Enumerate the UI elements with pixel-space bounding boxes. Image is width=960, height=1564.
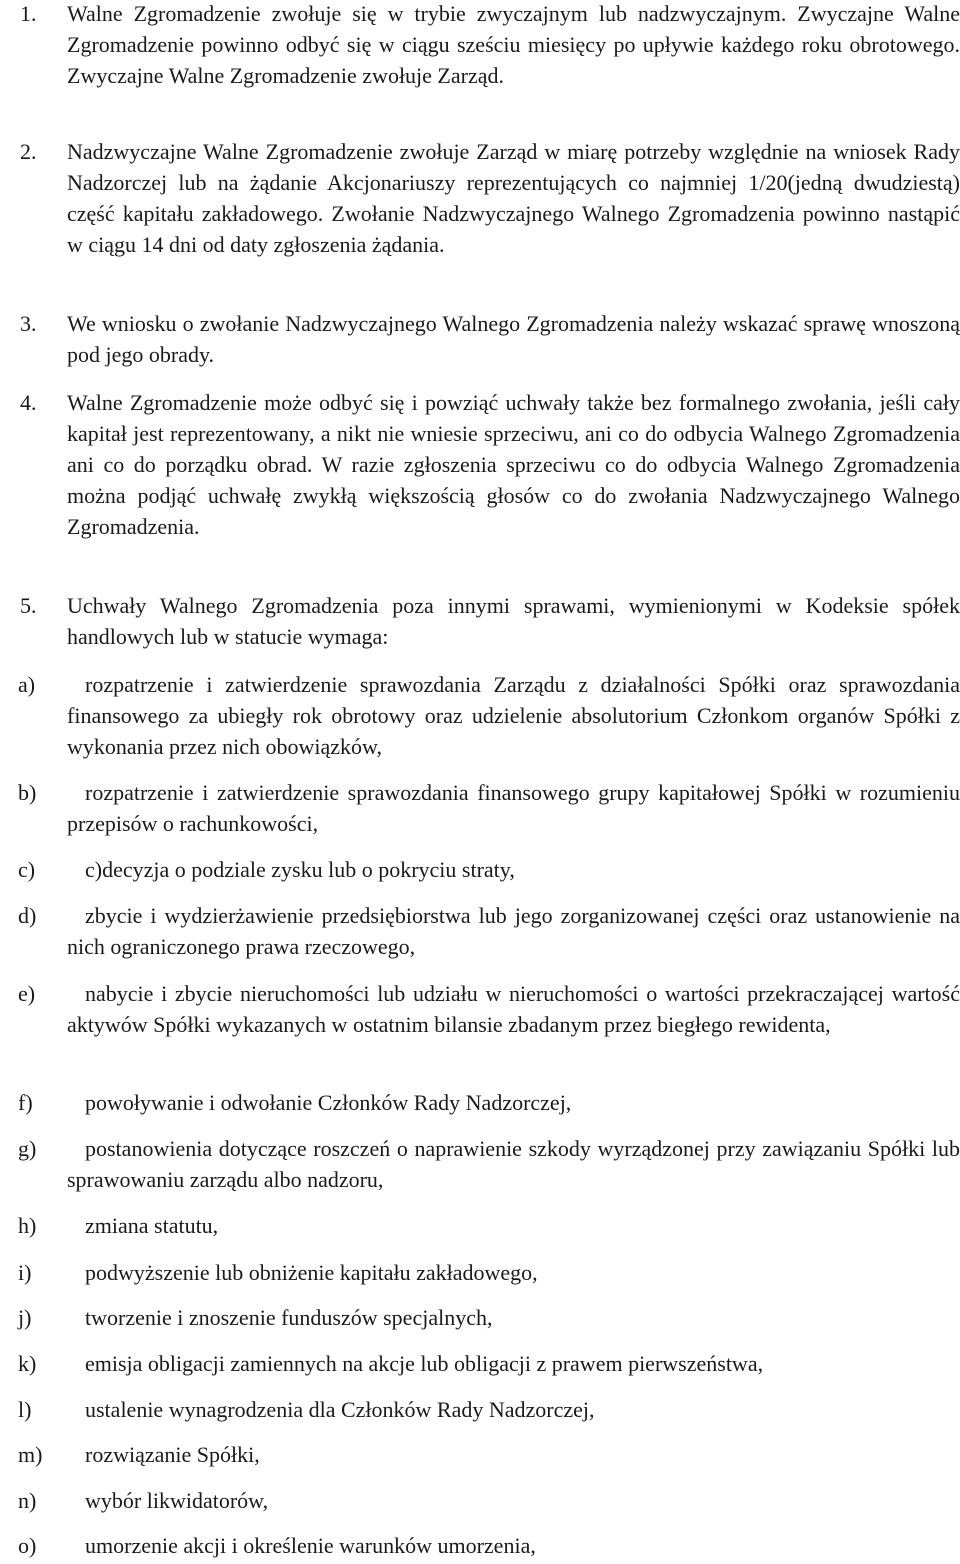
list-item-letter: m) (18, 1442, 43, 1467)
list-item-text (67, 854, 960, 885)
list-item-letter: j) (18, 1305, 32, 1330)
paragraph-3 (20, 308, 960, 370)
list-item-text-content: rozpatrzenie i zatwierdzenie sprawozdania Zarządu z działalności Spółki oraz sprawozdania finansowego za ubiegły rok obrotowy oraz udzielenie absolutorium Członkom organów Spółki z wykonania przez nich obowiązków, (67, 672, 960, 759)
list-item-text (67, 1348, 960, 1379)
list-item-text-content: wybór likwidatorów, (85, 1488, 269, 1513)
list-item-letter: g) (18, 1136, 37, 1161)
list-item-text (67, 978, 960, 1040)
list-item-letter: c) (18, 857, 36, 882)
list-item-text-content: powoływanie i odwołanie Członków Rady Nadzorczej, (85, 1090, 572, 1115)
list-item-text (67, 669, 960, 762)
list-item-e (18, 978, 960, 1040)
list-item-text (67, 1394, 960, 1425)
list-item-text (67, 1133, 960, 1195)
paragraph-text: Nadzwyczajne Walne Zgromadzenie zwołuje Zarząd w miarę potrzeby względnie na wniosek Rady Nadzorczej lub na żądanie Akcjonariuszy reprezentujących co najmniej 1/20(jedną dwudziestą) część kapitału zakładowego. Zwołanie Nadzwyczajnego Walnego Zgromadzenia powinno nastąpić w ciągu 14 dni od daty zgłoszenia żądania. (67, 139, 960, 257)
paragraph-text: Walne Zgromadzenie zwołuje się w trybie zwyczajnym lub nadzwyczajnym. Zwyczajne Walne Zgromadzenie powinno odbyć się w ciągu sześciu miesięcy po upływie każdego roku obrotowego. Zwyczajne Walne Zgromadzenie zwołuje Zarząd. (67, 1, 960, 88)
list-item-o (18, 1530, 960, 1561)
list-item-text-content: emisja obligacji zamiennych na akcje lub obligacji z prawem pierwszeństwa, (85, 1351, 764, 1376)
paragraph-text: Uchwały Walnego Zgromadzenia poza innymi sprawami, wymienionymi w Kodeksie spółek handlowych lub w statucie wymaga: (67, 593, 960, 649)
list-item-text (67, 1257, 960, 1288)
list-item-text-content: postanowienia dotyczące roszczeń o naprawienie szkody wyrządzonej przy zawiązaniu Spółki lub sprawowaniu zarządu albo nadzoru, (67, 1136, 960, 1192)
list-item-letter: i) (18, 1260, 32, 1285)
paragraph-text: Walne Zgromadzenie może odbyć się i powziąć uchwały także bez formalnego zwołania, jeśli cały kapitał jest reprezentowany, a nikt nie wniesie sprzeciwu, ani co do odbycia Walnego Zgromadzenia ani co do porządku obrad. W razie zgłoszenia sprzeciwu co do odbycia Walnego Zgromadzenia można podjąć uchwałę zwykłą większością głosów co do zwołania Nadzwyczajnego Walnego Zgromadzenia. (67, 390, 960, 539)
list-item-a (18, 669, 960, 762)
list-item-i (18, 1257, 960, 1288)
list-item-text (67, 1439, 960, 1470)
paragraph-number: 3. (20, 311, 37, 336)
list-item-d (18, 900, 960, 962)
list-item-text (67, 777, 960, 839)
list-item-f (18, 1087, 960, 1118)
list-item-n (18, 1485, 960, 1516)
list-item-m (18, 1439, 960, 1470)
paragraph-4 (20, 387, 960, 542)
list-item-letter: a) (18, 672, 36, 697)
paragraph-2 (20, 136, 960, 260)
paragraph-number: 4. (20, 390, 37, 415)
list-item-letter: e) (18, 981, 36, 1006)
list-item-text-content: tworzenie i znoszenie funduszów specjalnych, (85, 1305, 493, 1330)
paragraph-number: 5. (20, 593, 37, 618)
list-item-text (67, 1485, 960, 1516)
list-item-text (67, 900, 960, 962)
list-item-b (18, 777, 960, 839)
list-item-letter: n) (18, 1488, 37, 1513)
list-item-letter: h) (18, 1213, 37, 1238)
list-item-text-content: zmiana statutu, (85, 1213, 219, 1238)
list-item-text-content: zbycie i wydzierżawienie przedsiębiorstwa lub jego zorganizowanej części oraz ustanowienie na nich ograniczonego prawa rzeczowego, (67, 903, 960, 959)
list-item-letter: l) (18, 1397, 32, 1422)
list-item-letter: o) (18, 1533, 37, 1558)
list-item-letter: f) (18, 1090, 33, 1115)
list-item-letter: k) (18, 1351, 37, 1376)
list-item-text (67, 1530, 960, 1561)
paragraph-number: 2. (20, 139, 37, 164)
list-item-text-content: ustalenie wynagrodzenia dla Członków Rady Nadzorczej, (85, 1397, 595, 1422)
list-item-letter: b) (18, 780, 37, 805)
list-item-l (18, 1394, 960, 1425)
list-item-text-content: rozwiązanie Spółki, (85, 1442, 260, 1467)
list-item-j (18, 1302, 960, 1333)
list-item-text (67, 1087, 960, 1118)
list-item-text (67, 1210, 960, 1241)
list-item-text-content: nabycie i zbycie nieruchomości lub udziału w nieruchomości o wartości przekraczającej wartość aktywów Spółki wykazanych w ostatnim bilansie zbadanym przez biegłego rewidenta, (67, 981, 960, 1037)
list-item-text-content: c)decyzja o podziale zysku lub o pokryciu straty, (85, 857, 515, 882)
list-item-h (18, 1210, 960, 1241)
list-item-text-content: umorzenie akcji i określenie warunków umorzenia, (85, 1533, 536, 1558)
paragraph-1 (20, 0, 960, 91)
list-item-text (67, 1302, 960, 1333)
paragraph-text: We wniosku o zwołanie Nadzwyczajnego Walnego Zgromadzenia należy wskazać sprawę wnoszoną pod jego obrady. (67, 311, 960, 367)
list-item-text-content: rozpatrzenie i zatwierdzenie sprawozdania finansowego grupy kapitałowej Spółki w rozumieniu przepisów o rachunkowości, (67, 780, 960, 836)
list-item-text-content: podwyższenie lub obniżenie kapitału zakładowego, (85, 1260, 538, 1285)
paragraph-5 (20, 590, 960, 652)
list-item-c (18, 854, 960, 885)
list-item-g (18, 1133, 960, 1195)
list-item-k (18, 1348, 960, 1379)
paragraph-number: 1. (20, 1, 37, 26)
list-item-letter: d) (18, 903, 37, 928)
